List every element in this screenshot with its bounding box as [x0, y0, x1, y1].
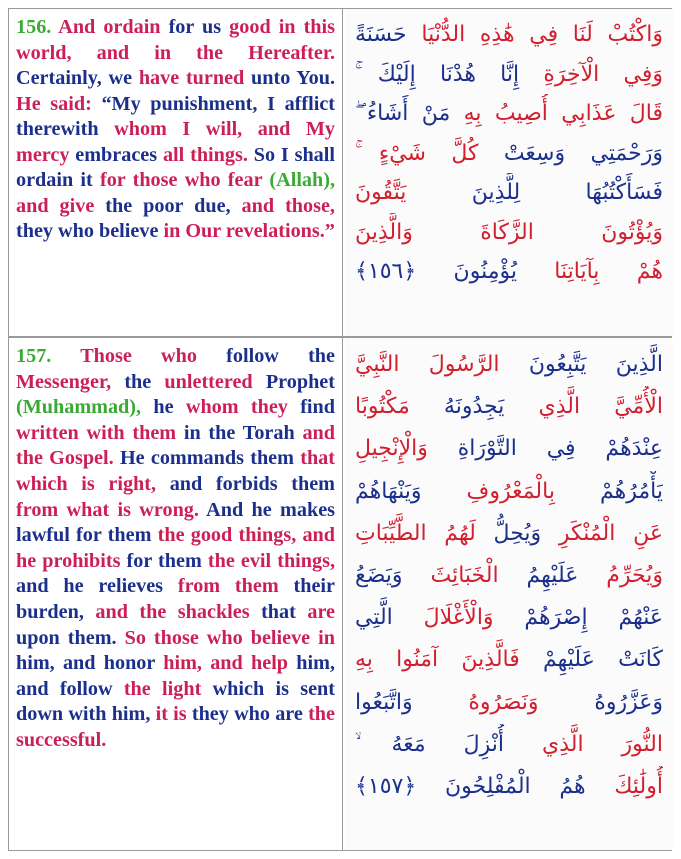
- arabic-segment: عَنِ الْمُنْكَرِ: [541, 520, 663, 546]
- translation-segment: they who: [191, 703, 276, 726]
- arabic-segment: وَاتَّبَعُوا: [355, 689, 413, 715]
- arabic-segment: يَتَّقُونَ: [355, 180, 407, 205]
- translation-segment: the evil things,: [207, 549, 336, 572]
- arabic-line: [355, 639, 663, 681]
- arabic-segment: وَعَزَّرُوهُ: [538, 689, 663, 715]
- verse-row-157: [9, 338, 671, 850]
- translation-segment: “My punishment, I afflict therewith: [16, 92, 336, 140]
- arabic-segment: عَلَيْهِمُ: [498, 562, 579, 588]
- arabic-segment: أُنْزِلَ مَعَهُ ۙ: [355, 731, 505, 757]
- translation-segment: he: [141, 396, 186, 419]
- translation-segment: So those who believe in: [124, 626, 335, 649]
- arabic-text-156: [345, 9, 673, 336]
- translation-segment: whom I will, and My mercy: [16, 118, 335, 166]
- arabic-segment: وَاكْتُبْ لَنَا فِي هَٰذِهِ الدُّنْيَا: [406, 22, 663, 47]
- arabic-segment: مَنْ أَشَاءُ ۖ: [355, 101, 451, 126]
- translation-segment: whom they: [185, 396, 301, 419]
- translation-segment: for them: [126, 549, 208, 572]
- translation-segment: Messenger,: [16, 370, 125, 393]
- translation-segment: Those who: [51, 345, 227, 367]
- arabic-segment: فَالَّذِينَ آمَنُوا بِهِ: [355, 647, 520, 673]
- translation-segment: good in this world,: [16, 16, 335, 64]
- arabic-line: [355, 555, 663, 597]
- english-translation-157: [9, 338, 343, 850]
- translation-segment: upon them.: [16, 626, 125, 649]
- arabic-line: [355, 682, 663, 724]
- translation-segment: him,: [163, 652, 211, 675]
- arabic-line: [355, 597, 663, 639]
- translation-segment: their burden,: [16, 575, 335, 623]
- translation-segment: unto You.: [251, 67, 336, 89]
- translation-segment: And ordain: [51, 16, 169, 38]
- arabic-text-157: [345, 338, 673, 850]
- translation-segment: him, and follow: [16, 652, 335, 700]
- translation-segment: written: [16, 421, 87, 444]
- english-translation-156: [9, 9, 343, 336]
- translation-segment: they who believe: [16, 220, 164, 242]
- arabic-line: [355, 252, 663, 292]
- arabic-segment: هُمْ بِآيَاتِنَا: [516, 259, 663, 284]
- translation-segment: in: [163, 220, 186, 242]
- arabic-segment: كُلَّ شَيْءٍ ۚ: [355, 140, 479, 166]
- arabic-segment: النُّورَ الَّذِي: [504, 731, 663, 757]
- translation-segment: the: [124, 370, 165, 393]
- arabic-segment: الَّتِي: [355, 605, 393, 631]
- translation-segment: that which is right,: [16, 447, 335, 495]
- arabic-line: [355, 386, 663, 428]
- translation-segment: for us: [168, 16, 230, 38]
- translation-segment: He commands them: [113, 447, 301, 470]
- translation-segment: (Allah),: [269, 169, 336, 191]
- arabic-line: [355, 134, 663, 174]
- verse-number: 157.: [16, 345, 52, 367]
- translation-segment: and the Gospel.: [16, 421, 335, 470]
- arabic-segment: عَنْهُمْ إِصْرَهُمْ: [493, 605, 663, 631]
- translation-segment: the poor due,: [105, 194, 242, 217]
- translation-segment: the good things, and he prohibits: [16, 524, 336, 572]
- arabic-segment: بِالْمَعْرُوفِ: [421, 478, 555, 504]
- arabic-line: [355, 15, 663, 55]
- translation-segment: He said:: [16, 92, 102, 115]
- translation-segment: Our revelations.”: [185, 220, 335, 242]
- arabic-segment: إِنَّا هُدْنَا إِلَيْكَ ۚ: [355, 61, 520, 87]
- translation-segment: unlettered: [164, 370, 266, 393]
- arabic-segment: يَجِدُونَهُ: [409, 394, 505, 420]
- translation-segment: have turned: [138, 67, 252, 89]
- arabic-segment: وَيَضَعُ: [355, 562, 403, 588]
- arabic-line: [355, 513, 663, 555]
- translation-segment: from them: [177, 575, 294, 598]
- translation-segment: and those,: [241, 194, 335, 217]
- translation-segment: Prophet: [265, 370, 335, 393]
- arabic-segment: قَالَ عَذَابِي أُصِيبُ بِهِ: [450, 101, 663, 126]
- translation-segment: So I shall ordain it: [16, 143, 335, 191]
- translation-segment: him, and honor: [16, 652, 164, 675]
- arabic-line: [355, 766, 663, 808]
- translation-segment: and give: [16, 194, 106, 217]
- translation-segment: from what is wrong.: [16, 498, 199, 521]
- arabic-line: [355, 55, 663, 95]
- arabic-line: [355, 471, 663, 513]
- verse-number: 156.: [16, 16, 52, 38]
- translation-segment: are: [275, 703, 309, 726]
- arabic-line: [355, 173, 663, 213]
- arabic-line: [355, 724, 663, 766]
- arabic-segment: وَيُحَرِّمُ: [578, 562, 663, 588]
- arabic-line: [355, 94, 663, 134]
- arabic-segment: عِنْدَهُمْ فِي التَّوْرَاةِ: [427, 436, 663, 462]
- arabic-segment: يَأْمُرُهُمْ: [554, 478, 663, 504]
- translation-segment: and forbids them: [169, 472, 335, 495]
- arabic-segment: وَيُحِلُّ: [475, 520, 542, 546]
- translation-segment: it is: [155, 703, 192, 726]
- arabic-line: [355, 344, 663, 386]
- translation-segment: the successful.: [16, 703, 335, 751]
- translation-segment: and in the Hereafter.: [96, 41, 335, 64]
- arabic-segment: وَيُؤْتُونَ الزَّكَاةَ وَالَّذِينَ: [355, 219, 663, 245]
- translation-segment: the light: [123, 677, 213, 700]
- translation-segment: Certainly, we: [16, 67, 139, 89]
- arabic-segment: هُمُ الْمُفْلِحُونَ ﴿١٥٧﴾: [355, 773, 586, 799]
- arabic-segment: وَرَحْمَتِي وَسِعَتْ: [478, 140, 663, 166]
- translation-segment: are: [307, 600, 335, 623]
- arabic-segment: فَسَأَكْتُبُهَا لِلَّذِينَ: [406, 180, 663, 205]
- translation-segment: that: [261, 600, 308, 623]
- arabic-segment: يُؤْمِنُونَ ﴿١٥٦﴾: [355, 259, 517, 284]
- translation-segment: which is sent down with him,: [16, 677, 335, 726]
- arabic-segment: وَفِي الْآخِرَةِ: [519, 61, 663, 87]
- arabic-segment: الَّذِينَ يَتَّبِعُونَ: [499, 352, 663, 377]
- arabic-segment: الْخَبَائِثَ: [402, 562, 499, 588]
- translation-segment: (Muhammad),: [16, 396, 142, 419]
- translation-segment: And he makes lawful for them: [16, 498, 336, 547]
- arabic-segment: مَكْتُوبًا: [355, 394, 410, 420]
- translation-segment: follow the: [226, 345, 335, 367]
- arabic-line: [355, 213, 663, 253]
- arabic-segment: كَانَتْ عَلَيْهِمْ: [519, 647, 663, 673]
- translation-segment: in the Torah: [183, 421, 303, 444]
- arabic-line: [355, 428, 663, 470]
- verse-row-156: [9, 9, 671, 338]
- arabic-segment: وَالْأَغْلَالَ: [392, 605, 494, 631]
- arabic-segment: وَيَنْهَاهُمْ: [355, 478, 422, 504]
- arabic-segment: الْأُمِّيَّ الَّذِي: [504, 394, 663, 420]
- translation-segment: find: [300, 396, 335, 419]
- translation-segment: all things.: [162, 143, 248, 166]
- arabic-segment: حَسَنَةً: [355, 22, 407, 47]
- translation-segment: embraces: [75, 143, 163, 166]
- translation-segment: with them: [86, 421, 184, 444]
- arabic-segment: وَالْإِنْجِيلِ: [355, 436, 428, 462]
- arabic-segment: وَنَصَرُوهُ: [412, 689, 539, 715]
- verse-table: [8, 8, 672, 851]
- arabic-segment: أُولَٰئِكَ: [585, 773, 663, 799]
- translation-segment: and the shackles: [95, 600, 262, 623]
- arabic-segment: الرَّسُولَ النَّبِيَّ: [355, 352, 500, 377]
- arabic-segment: لَهُمُ الطَّيِّبَاتِ: [355, 520, 476, 546]
- translation-segment: for those who fear: [99, 169, 270, 191]
- translation-segment: and help: [210, 652, 297, 675]
- translation-segment: and he relieves: [16, 575, 178, 598]
